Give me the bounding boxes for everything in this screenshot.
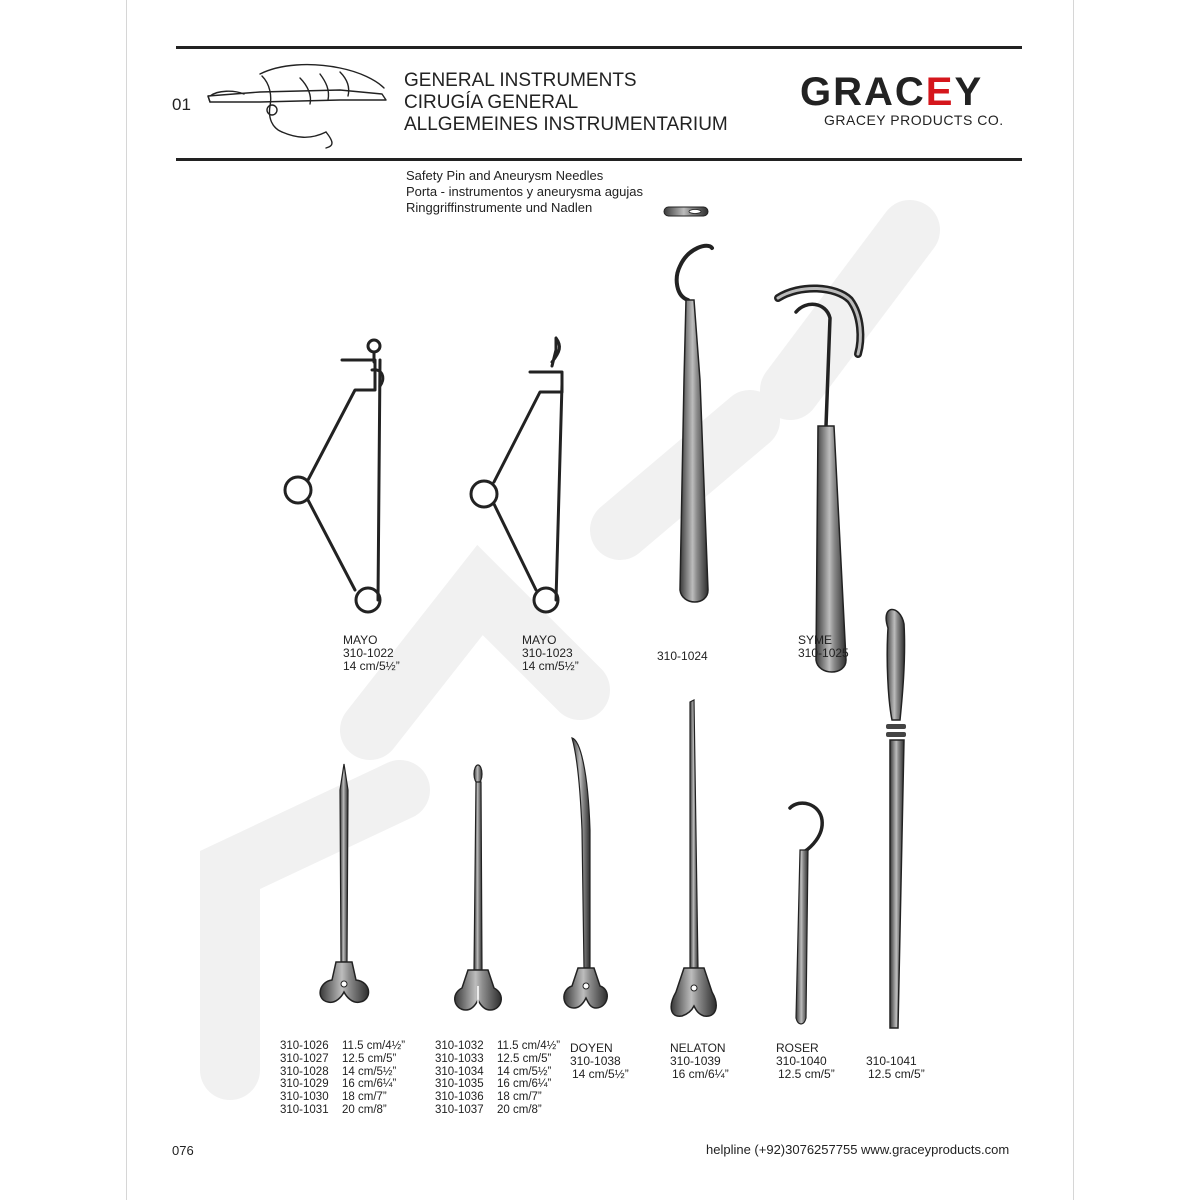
- product-code: 310-1034: [435, 1065, 484, 1078]
- product-label-1038: [570, 1042, 629, 1081]
- product-size: 20 cm/8”: [342, 1103, 387, 1116]
- probe-1032-icon: [455, 765, 501, 1010]
- product-size: 14 cm/5½”: [497, 1065, 552, 1078]
- table-row: [280, 1040, 405, 1053]
- product-code: 310-1037: [435, 1103, 484, 1116]
- syme-aneurysm-needle-1025-icon: [778, 288, 860, 672]
- product-name: SYME: [798, 633, 833, 647]
- table-row: [435, 1066, 560, 1079]
- product-size: 20 cm/8”: [497, 1103, 542, 1116]
- size-table-1032-1037: [435, 1040, 560, 1117]
- logo-wordmark-part1: GRAC: [800, 70, 926, 114]
- product-code: 310-1023: [522, 646, 573, 660]
- product-code: 310-1035: [435, 1078, 484, 1091]
- size-table-1026-1031: [280, 1040, 405, 1117]
- product-code: 310-1040: [776, 1054, 827, 1068]
- product-code: 310-1024: [657, 649, 708, 663]
- product-label-1040: [776, 1042, 835, 1081]
- product-code: 310-1022: [343, 646, 394, 660]
- product-name: MAYO: [522, 633, 557, 647]
- product-code: 310-1025: [798, 646, 849, 660]
- product-label-1041: [866, 1055, 925, 1081]
- product-name: MAYO: [343, 633, 378, 647]
- product-size: 14 cm/5½”: [343, 659, 400, 673]
- table-row: [280, 1091, 405, 1104]
- product-code: 310-1038: [570, 1054, 621, 1068]
- logo-wordmark-accent: E: [925, 70, 955, 114]
- product-code: 310-1033: [435, 1052, 484, 1065]
- product-code: 310-1041: [866, 1054, 917, 1068]
- product-size: 16 cm/6¼”: [497, 1078, 552, 1091]
- product-label-1039: [670, 1042, 729, 1081]
- roser-needle-1040-icon: [790, 803, 822, 1024]
- section-title-es: CIRUGÍA GENERAL: [404, 92, 579, 113]
- product-label-1025: [798, 634, 849, 660]
- table-row: [435, 1104, 560, 1117]
- section-title-en: GENERAL INSTRUMENTS: [404, 70, 637, 91]
- product-name: NELATON: [670, 1041, 726, 1055]
- doyen-needle-1038-icon: [564, 738, 607, 1008]
- table-row: [280, 1104, 405, 1117]
- product-size: 14 cm/5½”: [572, 1067, 629, 1081]
- section-number: 01: [172, 95, 191, 114]
- product-size: 14 cm/5½”: [522, 659, 579, 673]
- table-row: [435, 1091, 560, 1104]
- product-size: 12.5 cm/5”: [342, 1052, 397, 1065]
- footer-contact: helpline (+92)3076257755 www.graceyproducts.com: [706, 1142, 1010, 1157]
- needle-eye-detail-icon: [664, 207, 708, 216]
- product-code: 310-1031: [280, 1103, 329, 1116]
- product-code: 310-1036: [435, 1091, 484, 1104]
- product-size: 11.5 cm/4½”: [342, 1040, 406, 1052]
- product-size: 11.5 cm/4½”: [497, 1040, 561, 1052]
- product-size: 16 cm/6¼”: [672, 1067, 729, 1081]
- product-label-1022: [343, 634, 400, 673]
- handle-1041-icon: [886, 609, 906, 1028]
- mayo-safety-pin-1023-icon: [471, 338, 562, 612]
- aneurysm-needle-1024-icon: [677, 246, 712, 602]
- product-label-1024: [657, 650, 708, 663]
- subtitle-es: Porta - instrumentos y aneurysma agujas: [406, 184, 643, 199]
- table-row: [435, 1040, 560, 1053]
- product-label-1023: [522, 634, 579, 673]
- subtitle-en: Safety Pin and Aneurysm Needles: [406, 168, 604, 183]
- table-row: [280, 1053, 405, 1066]
- product-code: 310-1039: [670, 1054, 721, 1068]
- table-row: [435, 1053, 560, 1066]
- table-row: [280, 1066, 405, 1079]
- product-code: 310-1028: [280, 1065, 329, 1078]
- product-size: 18 cm/7”: [497, 1091, 542, 1104]
- probe-1026-icon: [320, 764, 368, 1002]
- nelaton-needle-1039-icon: [671, 700, 716, 1016]
- product-size: 16 cm/6¼”: [342, 1078, 397, 1091]
- product-code: 310-1026: [280, 1040, 329, 1052]
- product-size: 12.5 cm/5”: [868, 1067, 925, 1081]
- product-size: 12.5 cm/5”: [497, 1052, 552, 1065]
- company-name: GRACEY PRODUCTS CO.: [824, 112, 1004, 128]
- product-code: 310-1032: [435, 1040, 484, 1052]
- section-title-de: ALLGEMEINES INSTRUMENTARIUM: [404, 114, 728, 135]
- table-row: [280, 1078, 405, 1091]
- page-number: 076: [172, 1143, 194, 1158]
- logo-wordmark-part2: Y: [954, 70, 984, 114]
- table-row: [435, 1078, 560, 1091]
- product-size: 14 cm/5½”: [342, 1065, 397, 1078]
- product-size: 18 cm/7”: [342, 1091, 387, 1104]
- product-name: ROSER: [776, 1041, 819, 1055]
- product-code: 310-1027: [280, 1052, 329, 1065]
- subtitle-de: Ringgriffinstrumente und Nadlen: [406, 200, 593, 215]
- product-code: 310-1029: [280, 1078, 329, 1091]
- mayo-safety-pin-1022-icon: [285, 340, 383, 612]
- product-name: DOYEN: [570, 1041, 613, 1055]
- product-code: 310-1030: [280, 1091, 329, 1104]
- product-size: 12.5 cm/5”: [778, 1067, 835, 1081]
